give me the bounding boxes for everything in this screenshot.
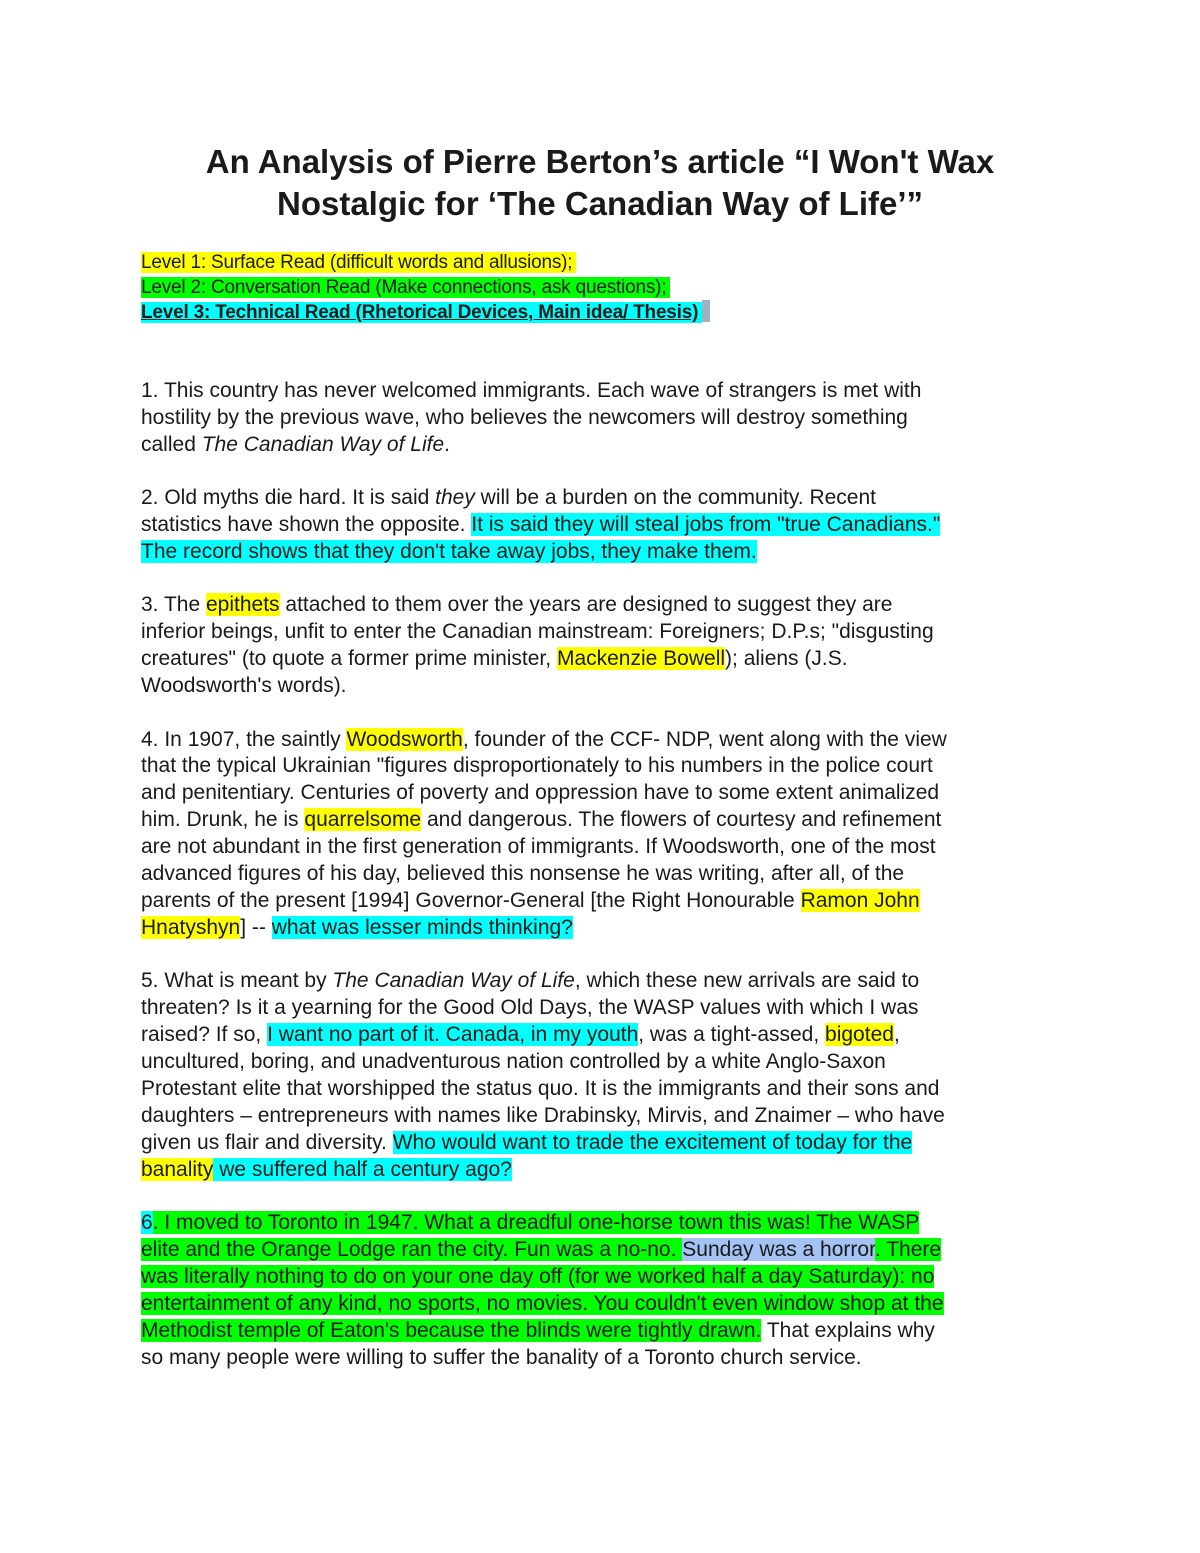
level-1-label: Level 1: Surface Read (difficult words and allusions);	[141, 252, 576, 273]
yellow-highlight: Ramon John	[800, 889, 920, 912]
text-line	[141, 1130, 1076, 1157]
text-line	[141, 512, 1076, 539]
text-line: are not abundant in the first generation of immigrants. If Woodsworth, one of the most	[141, 835, 936, 859]
text-line	[141, 1022, 1076, 1049]
paragraph-1	[141, 378, 1076, 459]
level-3-row	[141, 300, 1081, 325]
level-2-row	[141, 275, 1081, 300]
paragraph-4	[141, 727, 1076, 942]
text-line	[141, 592, 1076, 619]
cyan-highlight: what was lesser minds thinking?	[271, 915, 573, 939]
text-run: ] --	[240, 915, 272, 939]
text-run: given us flair and diversity.	[141, 1130, 393, 1154]
paragraph-3	[141, 592, 1076, 700]
cyan-highlight: The record shows that they don't take away jobs, they make them.	[141, 540, 757, 564]
green-highlight: Methodist temple of Eaton's because the blinds were tightly drawn.	[141, 1318, 762, 1342]
text-line	[141, 432, 1076, 459]
yellow-highlight: Woodsworth	[346, 727, 463, 751]
text-line	[141, 646, 1076, 673]
text-run: and dangerous. The flowers of courtesy and refinement	[421, 808, 942, 832]
text-run: will be a burden on the community. Recent	[474, 486, 876, 510]
cyan-highlight: It is said they will steal jobs from "true Canadians."	[471, 513, 941, 537]
text-run: , which these new arrivals are said to	[574, 969, 920, 993]
yellow-highlight: epithets	[206, 593, 280, 617]
text-line	[141, 888, 1076, 915]
text-line	[141, 727, 1076, 754]
blue-highlight: Sunday was a horror	[682, 1237, 875, 1261]
text-run: 3. The	[141, 593, 206, 617]
cyan-highlight: Who would want to trade the excitement of today for the	[392, 1130, 913, 1154]
text-line	[141, 1291, 1076, 1318]
text-run: ); aliens (J.S.	[725, 647, 848, 671]
yellow-highlight: Hnatyshyn	[141, 915, 241, 939]
yellow-highlight: Mackenzie Bowell	[556, 647, 726, 671]
text-run: raised? If so,	[141, 1023, 268, 1047]
reading-levels-legend	[141, 250, 1081, 325]
green-highlight: . I moved to Toronto in 1947. What a dreadful one-horse town this was! The WASP	[152, 1211, 920, 1235]
paragraph-2	[141, 485, 1076, 566]
text-line	[141, 915, 1076, 942]
text-line: Woodsworth's words).	[141, 674, 347, 698]
text-line	[141, 1210, 1076, 1237]
text-line	[141, 1264, 1076, 1291]
document-title	[100, 141, 1100, 225]
text-run: 2. Old myths die hard. It is said	[141, 486, 436, 510]
cyan-highlight: 6	[141, 1211, 153, 1235]
text-line	[141, 1237, 1076, 1264]
level-3-label: Level 3: Technical Read (Rhetorical Devices, Main idea/ Thesis)	[141, 302, 702, 323]
text-line: inferior beings, unfit to enter the Canadian mainstream: Foreigners; D.P.s; "disgusting	[141, 620, 934, 644]
italic-title-run: The Canadian Way of Life	[201, 432, 445, 456]
text-run: 5. What is meant by	[141, 969, 333, 993]
yellow-highlight: quarrelsome	[304, 808, 422, 832]
text-cursor-marker	[702, 300, 710, 322]
text-line: 1. This country has never welcomed immigrants. Each wave of strangers is met with	[141, 379, 922, 402]
text-line	[141, 807, 1076, 834]
text-line	[141, 485, 1076, 512]
text-line: threaten? Is it a yearning for the Good Old Days, the WASP values with which I was	[141, 996, 919, 1020]
text-run: , founder of the CCF- NDP, went along with the view	[462, 727, 947, 751]
title-line-2: Nostalgic for ‘The Canadian Way of Life’”	[276, 185, 923, 222]
level-1-row	[141, 250, 1081, 275]
level-2-label: Level 2: Conversation Read (Make connections, ask questions);	[141, 277, 670, 298]
green-highlight: . There	[874, 1237, 942, 1261]
text-line: advanced figures of his day, believed this nonsense he was writing, after all, of the	[141, 862, 905, 886]
text-run: 4. In 1907, the saintly	[141, 727, 347, 751]
yellow-highlight: bigoted	[825, 1023, 894, 1047]
text-run: him. Drunk, he is	[141, 808, 305, 832]
cyan-highlight: I want no part of it. Canada, in my youth	[267, 1023, 639, 1047]
text-run: statistics have shown the opposite.	[141, 513, 472, 537]
text-line: that the typical Ukrainian "figures disproportionately to his numbers in the police court	[141, 754, 933, 778]
text-line: Protestant elite that worshipped the status quo. It is the immigrants and their sons and	[141, 1076, 940, 1100]
cyan-highlight: we suffered half a century ago?	[213, 1157, 512, 1181]
text-run: called	[141, 432, 202, 456]
text-run: That explains why	[761, 1318, 935, 1342]
yellow-highlight: banality	[141, 1157, 214, 1181]
text-run: .	[444, 432, 450, 456]
text-line: uncultured, boring, and unadventurous nation controlled by a white Anglo-Saxon	[141, 1050, 886, 1074]
text-line	[141, 1318, 1076, 1345]
green-highlight: entertainment of any kind, no sports, no movies. You couldn't even window shop at the	[141, 1291, 944, 1315]
green-highlight: elite and the Orange Lodge ran the city. Fun was a no-no.	[141, 1237, 683, 1261]
paragraph-5	[141, 968, 1076, 1183]
text-line	[141, 539, 1076, 566]
text-run: , was a tight-assed,	[638, 1023, 826, 1047]
italic-run: they	[435, 486, 475, 510]
title-line-1: An Analysis of Pierre Berton’s article “I Won't Wax	[205, 143, 995, 180]
text-run: creatures" (to quote a former prime minister,	[141, 647, 557, 671]
italic-title-run: The Canadian Way of Life	[332, 969, 575, 993]
green-highlight: was literally nothing to do on your one day off (for we worked half a day Saturday): no	[141, 1264, 935, 1288]
document-body	[141, 378, 1076, 1398]
text-run: parents of the present [1994] Governor-General [the Right Honourable	[141, 889, 801, 912]
paragraph-6	[141, 1210, 1076, 1371]
text-line: and penitentiary. Centuries of poverty and oppression have to some extent animalized	[141, 781, 940, 805]
text-run: ,	[893, 1023, 900, 1047]
text-run: attached to them over the years are designed to suggest they are	[279, 593, 893, 617]
text-line	[141, 1157, 1076, 1184]
text-line: so many people were willing to suffer the banality of a Toronto church service.	[141, 1345, 862, 1369]
text-line: daughters – entrepreneurs with names like Drabinsky, Mirvis, and Znaimer – who have	[141, 1103, 945, 1127]
text-line: hostility by the previous wave, who believes the newcomers will destroy something	[141, 405, 908, 429]
text-line	[141, 968, 1076, 995]
